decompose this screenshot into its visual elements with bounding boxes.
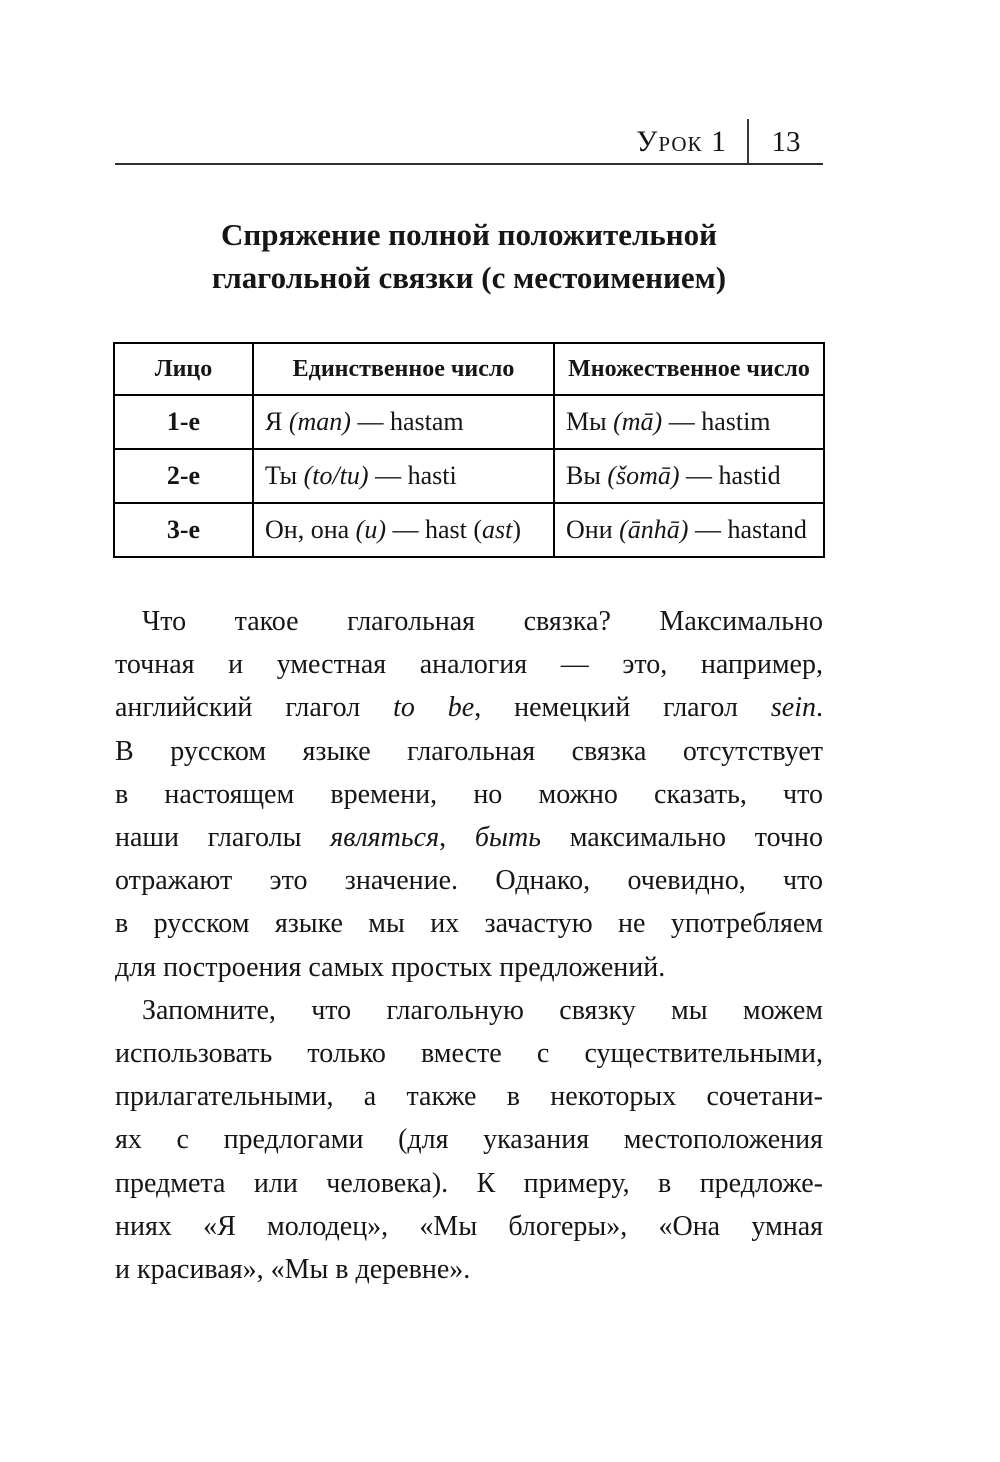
text-line	[115, 816, 823, 859]
text-segment: — hastand	[688, 515, 807, 544]
text-segment: предмета или человека). К примеру, в предложе-	[115, 1167, 823, 1199]
text-line	[115, 730, 823, 773]
text-segment: максимально точно	[540, 822, 823, 854]
text-line	[115, 1248, 823, 1291]
text-line	[115, 686, 823, 729]
text-line	[115, 859, 823, 902]
text-segment: ях с предлогами (для указания местоположения	[115, 1124, 823, 1156]
text-line	[115, 989, 823, 1032]
text-segment: , немецкий глагол	[474, 692, 771, 724]
plural-cell	[554, 449, 824, 503]
text-segment: ast	[482, 515, 513, 544]
text-segment: наши глаголы	[115, 822, 331, 854]
text-segment: — hastim	[662, 407, 771, 436]
text-segment: отражают это значение. Однако, очевидно, что	[115, 865, 823, 897]
text-segment: прилагательными, а также в некоторых сочетани-	[115, 1081, 823, 1113]
text-segment: В русском языке глагольная связка отсутствует	[115, 735, 823, 767]
text-segment: быть	[474, 822, 541, 854]
text-segment: Он, она	[265, 515, 356, 544]
header-cell-plural: Множественное число	[554, 343, 824, 395]
lesson-label: Урок 1	[636, 125, 727, 158]
text-segment: Я	[265, 407, 289, 436]
text-segment: ниях «Я молодец», «Мы блогеры», «Она умная	[115, 1210, 823, 1242]
text-segment: в русском языке мы их зачастую не употребляем	[115, 908, 823, 940]
conjugation-table-body	[114, 395, 824, 557]
conjugation-table-head	[114, 343, 824, 395]
text-segment: (šomā)	[607, 461, 680, 490]
text-segment: (mā)	[613, 407, 663, 436]
text-segment: Запомните, что глагольную связку мы можем	[142, 994, 823, 1026]
text-segment: Они	[566, 515, 620, 544]
text-segment: )	[512, 515, 522, 544]
text-line	[115, 1205, 823, 1248]
text-segment: Вы	[566, 461, 608, 490]
text-segment: sein	[770, 692, 816, 724]
plural-cell	[554, 395, 824, 449]
person-cell: 1-е	[114, 395, 253, 449]
text-segment: to be	[393, 692, 475, 724]
table-row	[114, 395, 824, 449]
text-line	[115, 1075, 823, 1118]
text-segment: (to/tu)	[303, 461, 369, 490]
text-segment: (u)	[355, 515, 386, 544]
text-segment: для построения самых простых предложений.	[115, 951, 666, 983]
singular-cell	[253, 503, 554, 557]
text-line	[115, 946, 823, 989]
header-rule	[115, 163, 823, 165]
text-line	[115, 773, 823, 816]
text-segment: точная и уместная аналогия — это, например,	[115, 649, 823, 681]
table-row	[114, 503, 824, 557]
text-segment: ,	[439, 822, 475, 854]
text-line	[115, 1118, 823, 1161]
text-segment: использовать только вместе с существительными,	[115, 1038, 823, 1070]
body-text	[115, 600, 823, 1291]
text-line	[115, 600, 823, 643]
text-segment: являться	[330, 822, 440, 854]
text-line	[115, 1032, 823, 1075]
paragraph	[115, 600, 823, 989]
text-line	[115, 643, 823, 686]
text-segment: Ты	[265, 461, 304, 490]
text-line	[115, 1162, 823, 1205]
header-cell-person: Лицо	[114, 343, 253, 395]
conjugation-table	[113, 342, 825, 558]
text-segment: (man)	[288, 407, 351, 436]
text-segment: Мы	[566, 407, 614, 436]
text-segment: .	[816, 692, 823, 724]
text-segment: — hastam	[350, 407, 464, 436]
running-head	[636, 119, 823, 165]
table-row	[114, 449, 824, 503]
text-segment: и красивая», «Мы в деревне».	[115, 1254, 471, 1286]
table-header-row	[114, 343, 824, 395]
text-segment: английский глагол	[115, 692, 394, 724]
text-segment: — hasti	[368, 461, 457, 490]
plural-cell	[554, 503, 824, 557]
paragraph	[115, 989, 823, 1291]
text-segment: — hast (	[385, 515, 483, 544]
page-title	[115, 213, 823, 299]
text-segment: (ānhā)	[619, 515, 689, 544]
page-number: 13	[771, 125, 801, 158]
text-segment: Что такое глагольная связка? Максимально	[142, 606, 823, 637]
text-line	[115, 902, 823, 945]
person-cell: 3-е	[114, 503, 253, 557]
singular-cell	[253, 449, 554, 503]
header-cell-singular: Единственное число	[253, 343, 554, 395]
page-title-line: Спряжение полной положительной	[220, 217, 718, 252]
text-segment: — hastid	[679, 461, 781, 490]
singular-cell	[253, 395, 554, 449]
person-cell: 2-е	[114, 449, 253, 503]
page-title-line: глагольной связки (с местоимением)	[211, 260, 727, 295]
text-segment: в настоящем времени, но можно сказать, что	[115, 778, 823, 810]
